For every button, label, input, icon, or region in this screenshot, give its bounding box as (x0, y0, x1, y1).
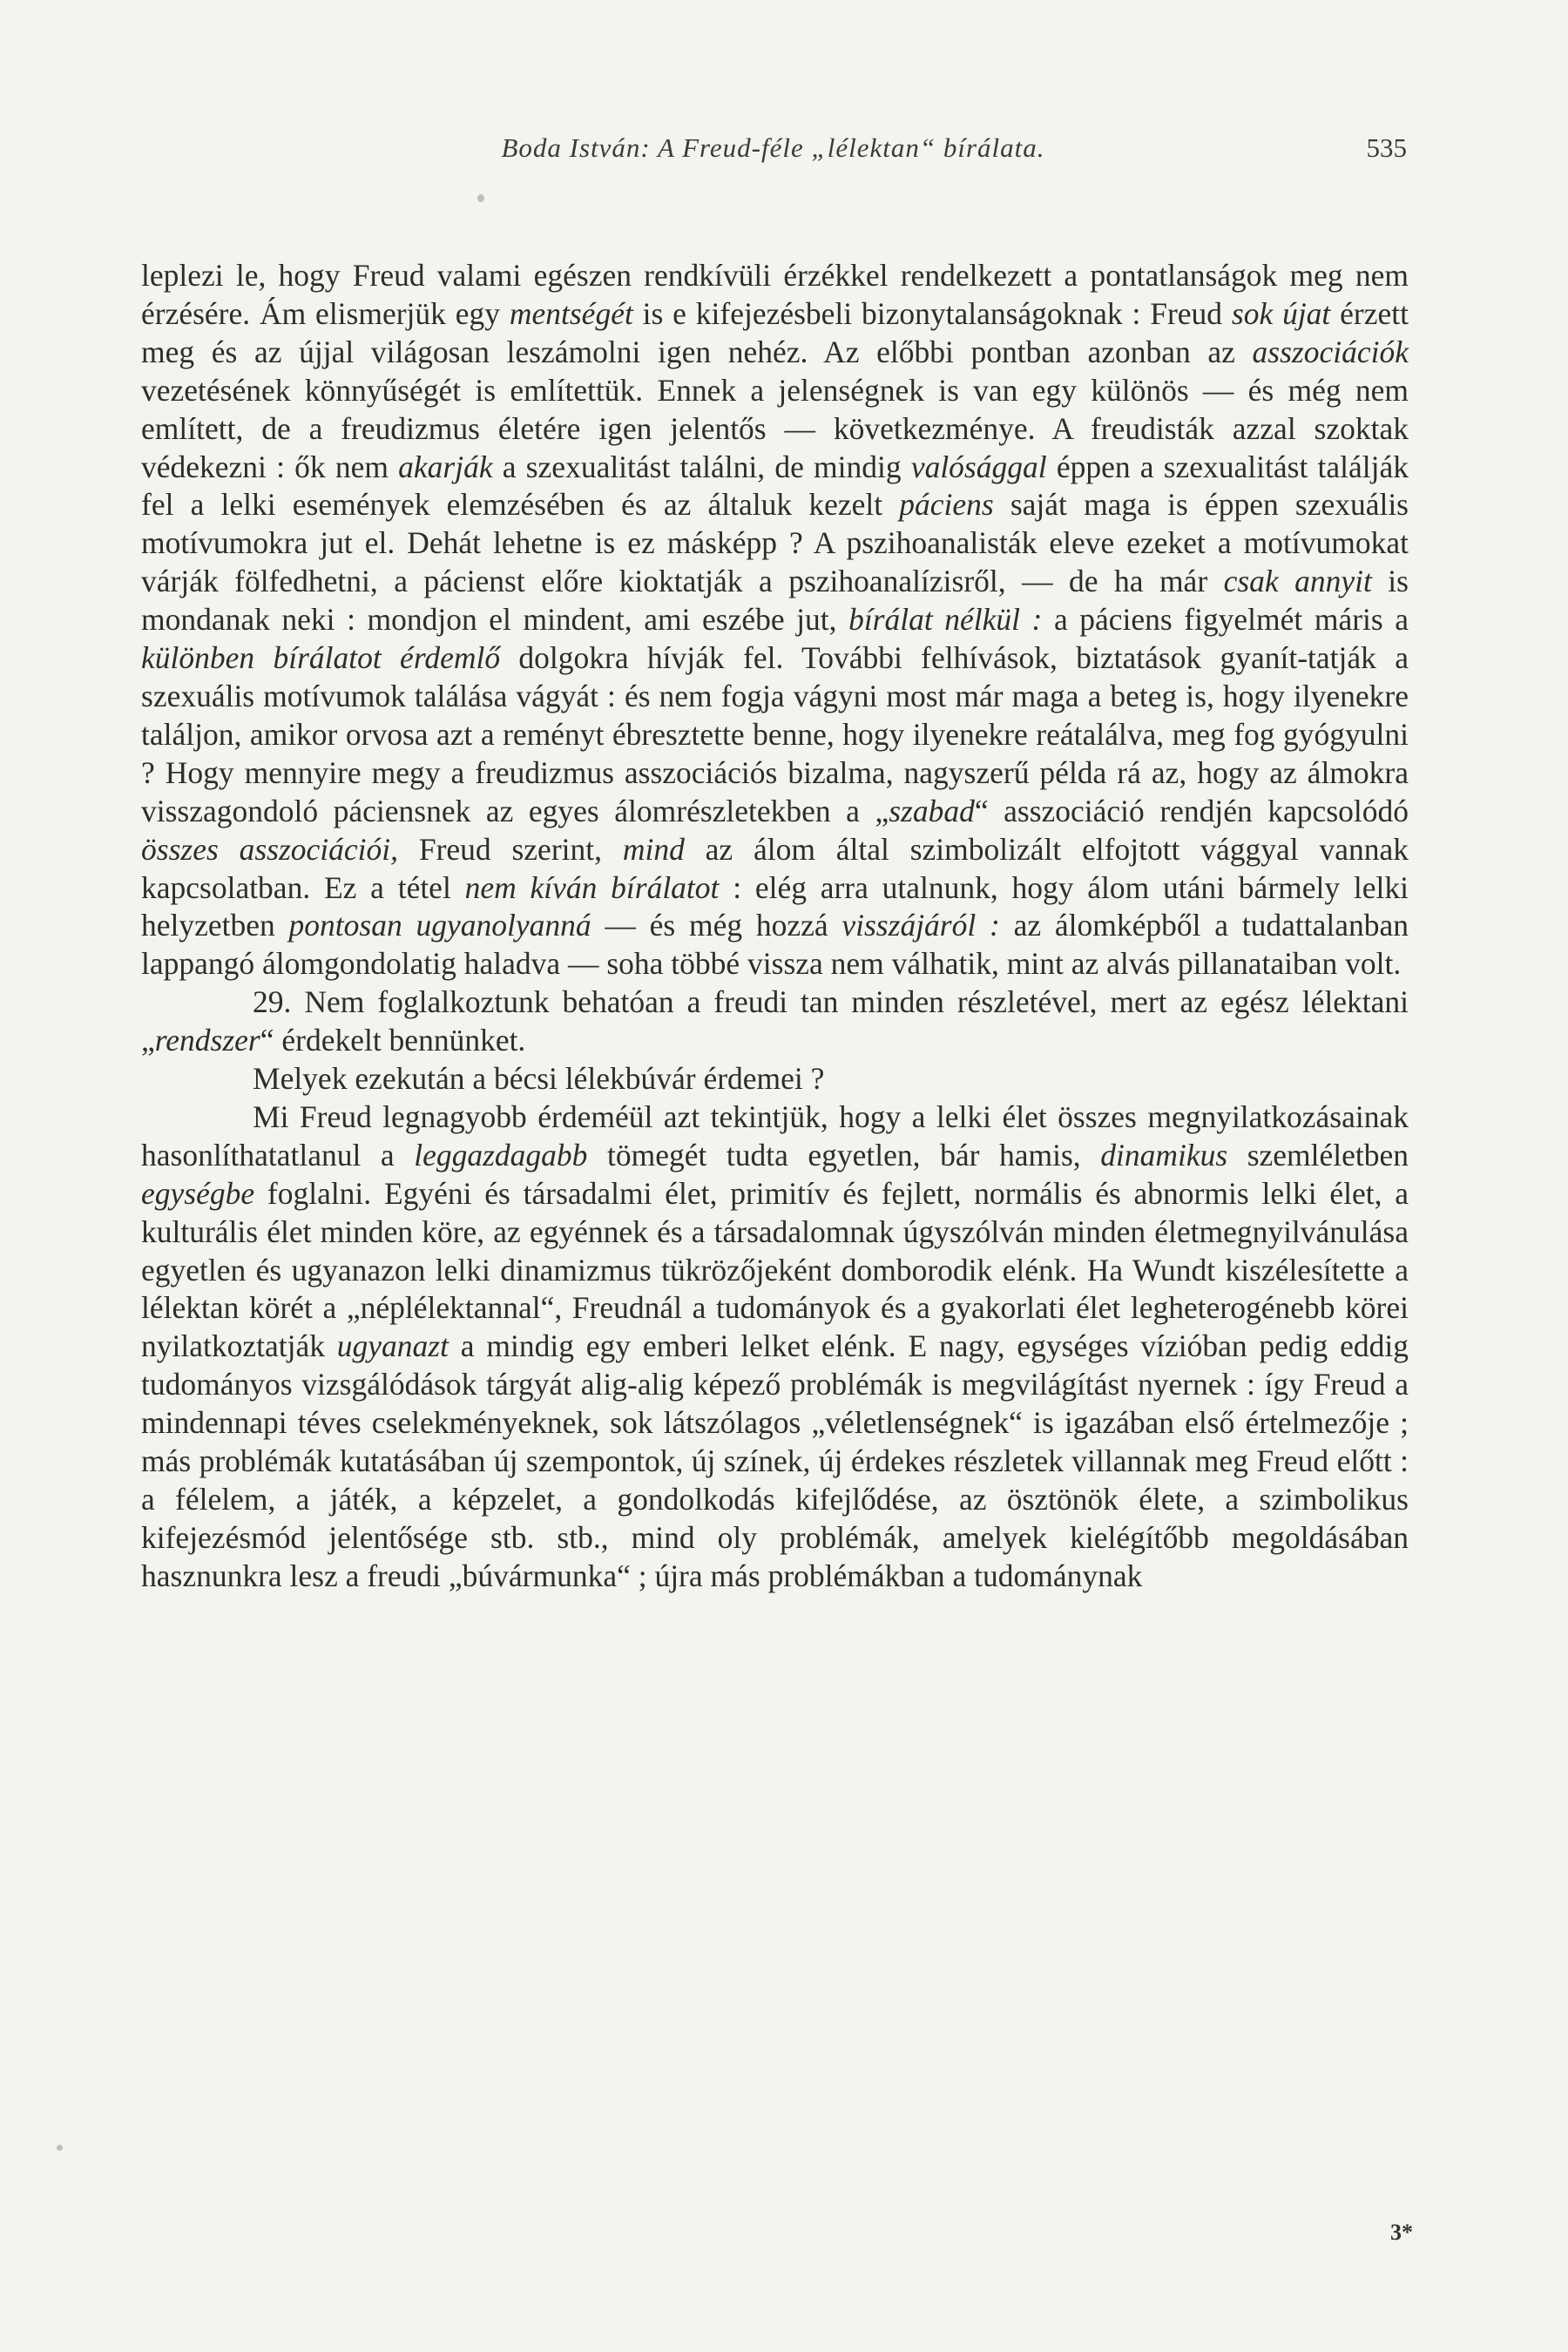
text-run: a páciens figyelmét máris a (1042, 602, 1409, 638)
running-header (139, 132, 1407, 167)
text-run: Freud szerint, (398, 831, 623, 867)
text-run: az álomképből a tudattalanban lappangó álomgondolatig haladva — soha többé vissza nem válhatik, mint az alvás pillanataiban volt. (141, 908, 1409, 982)
text-run: dolgokra hívják fel. További felhívások, biztatások gyanít-tatják a szexuális motívumok találása vágyát : és nem fogja vágyni most már maga a beteg is, hogy ilyenekre találjon, amikor orvosa azt a reményt ébresztette benne, hogy ilyenekre reátalálva, meg fog gyógyulni ? Hogy mennyire megy a freudizmus asszociációs bizalma, nagyszerű példa rá az, hogy az álmokra visszagondoló páciensnek az egyes álomrészletekben a „ (141, 640, 1409, 828)
text-run: az álom által szimbolizált elfojtott vággyal vannak kapcsolatban. Ez a tétel (141, 831, 1409, 905)
text-run: “ asszociáció rendjén kapcsolódó (974, 793, 1409, 828)
text-run: a szexualitást találni, de mindig (492, 449, 911, 484)
italic-run: asszociációk (1252, 334, 1409, 369)
italic-run: összes asszociációi, (141, 831, 399, 867)
paragraph-continuation (141, 257, 1409, 983)
text-run: érzett meg és az újjal világosan leszámolni igen nehéz. Az előbbi pontban azonban az (141, 295, 1409, 369)
italic-run: nem kíván bírálatot (464, 869, 720, 905)
text-run: : elég arra utalnunk, hogy álom utáni bármely lelki helyzetben (141, 869, 1409, 943)
italic-run: pontosan ugyanolyanná (288, 908, 591, 943)
italic-run: csak annyit (1223, 564, 1372, 599)
italic-run: páciens (899, 487, 994, 523)
italic-run: valósággal (910, 449, 1047, 484)
page-number: 535 (1366, 132, 1407, 163)
paper-speck-mark (57, 2145, 63, 2151)
italic-run: bírálat nélkül : (848, 602, 1043, 638)
text-run: leplezi le, hogy Freud valami egészen rendkívüli érzékkel rendelkezett a pontatlanságok meg nem érzésére. Ám elismerjük egy (141, 258, 1409, 331)
italic-run: sok újat (1231, 295, 1331, 331)
body-text (141, 257, 1409, 1596)
paragraph-question (141, 1060, 1409, 1098)
italic-run: rendszer (154, 1023, 260, 1058)
text-run: saját maga is éppen szexuális motívumokra jut el. Dehát lehetne is ez másképp ? A pszihoanalisták eleve ezeket a motívumokat várják fölfedhetni, a pácienst előre kioktatják a pszihoanalízisről, — de ha már (141, 487, 1409, 599)
italic-run: ugyanazt (336, 1328, 449, 1364)
paper-speck-mark (477, 194, 484, 202)
text-run: szemléletben (1227, 1137, 1409, 1173)
italic-run: akarják (398, 449, 493, 484)
text-run: “ érdekelt bennünket. (260, 1023, 526, 1058)
running-title: Boda István: A Freud-féle „lélektan“ bírálata. (501, 132, 1045, 163)
text-run: vezetésének könnyűségét is említettük. Ennek a jelenségnek is van egy különös — és még nem említett, de a freudizmus életére igen jelentős — következménye. A freudisták azzal szoktak védekezni : ők nem (141, 372, 1409, 484)
italic-run: mentségét (509, 295, 633, 331)
text-run: 29. Nem foglalkoztunk behatóan a freudi tan minden részletével, mert az egész lélektani „ (141, 984, 1409, 1058)
italic-run: visszájáról : (841, 908, 1000, 943)
text-run: éppen a szexualitást találják fel a lelki események elemzésében és az általuk kezelt (141, 449, 1409, 523)
text-run: Melyek ezekután a bécsi lélekbúvár érdemei ? (253, 1061, 825, 1097)
italic-run: különben bírálatot érdemlő (141, 640, 501, 676)
text-run: tömegét tudta egyetlen, bár hamis, (587, 1137, 1101, 1173)
paragraph-merits (141, 1098, 1409, 1596)
text-run: Mi Freud legnagyobb érdeméül azt tekintjük, hogy a lelki élet összes megnyilatkozásainak hasonlíthatatlanul a (141, 1098, 1409, 1173)
text-run: is e kifejezésbeli bizonytalanságoknak : Freud (632, 295, 1232, 331)
italic-run: egységbe (141, 1175, 255, 1211)
italic-run: dinamikus (1100, 1137, 1228, 1173)
printer-signature-mark: 3* (1390, 2220, 1413, 2245)
text-run: is mondanak neki : mondjon el mindent, ami eszébe jut, (141, 564, 1409, 638)
paragraph-29 (141, 983, 1409, 1060)
text-run: foglalni. Egyéni és társadalmi élet, primitív és fejlett, normális és abnormis lelki élet, a kulturális élet minden köre, az egyénnek és a társadalomnak úgyszólván minden életmegnyilvánulása egyetlen és ugyanazon lelki dinamizmus tükrözőjeként domborodik elénk. Ha Wundt kiszélesítette a lélektan körét a „néplélektannal“, Freudnál a tudományok és a gyakorlati élet legheterogénebb körei nyilatkoztatják (141, 1175, 1409, 1364)
italic-run: leggazdagabb (414, 1137, 588, 1173)
italic-run: szabad (889, 793, 975, 828)
text-run: — és még hozzá (591, 908, 842, 943)
text-run: a mindig egy emberi lelket elénk. E nagy, egységes vízióban pedig eddig tudományos vizsgálódások tárgyát alig-alig képező problémák is megvilágítást nyernek : így Freud a mindennapi téves cselekményeknek, sok látszólagos „véletlenségnek“ is igazában első értelmezője ; más problémák kutatásában új szempontok, új színek, új érdekes részletek villannak meg Freud előtt : a félelem, a játék, a képzelet, a gondolkodás kifejlődése, az ösztönök élete, a szimbolikus kifejezésmód jelentősége stb. stb., mind oly problémák, amelyek kielégítőbb megoldásában hasznunkra lesz a freudi „búvármunka“ ; újra más problémákban a tudománynak (141, 1328, 1409, 1593)
italic-run: mind (622, 831, 685, 867)
